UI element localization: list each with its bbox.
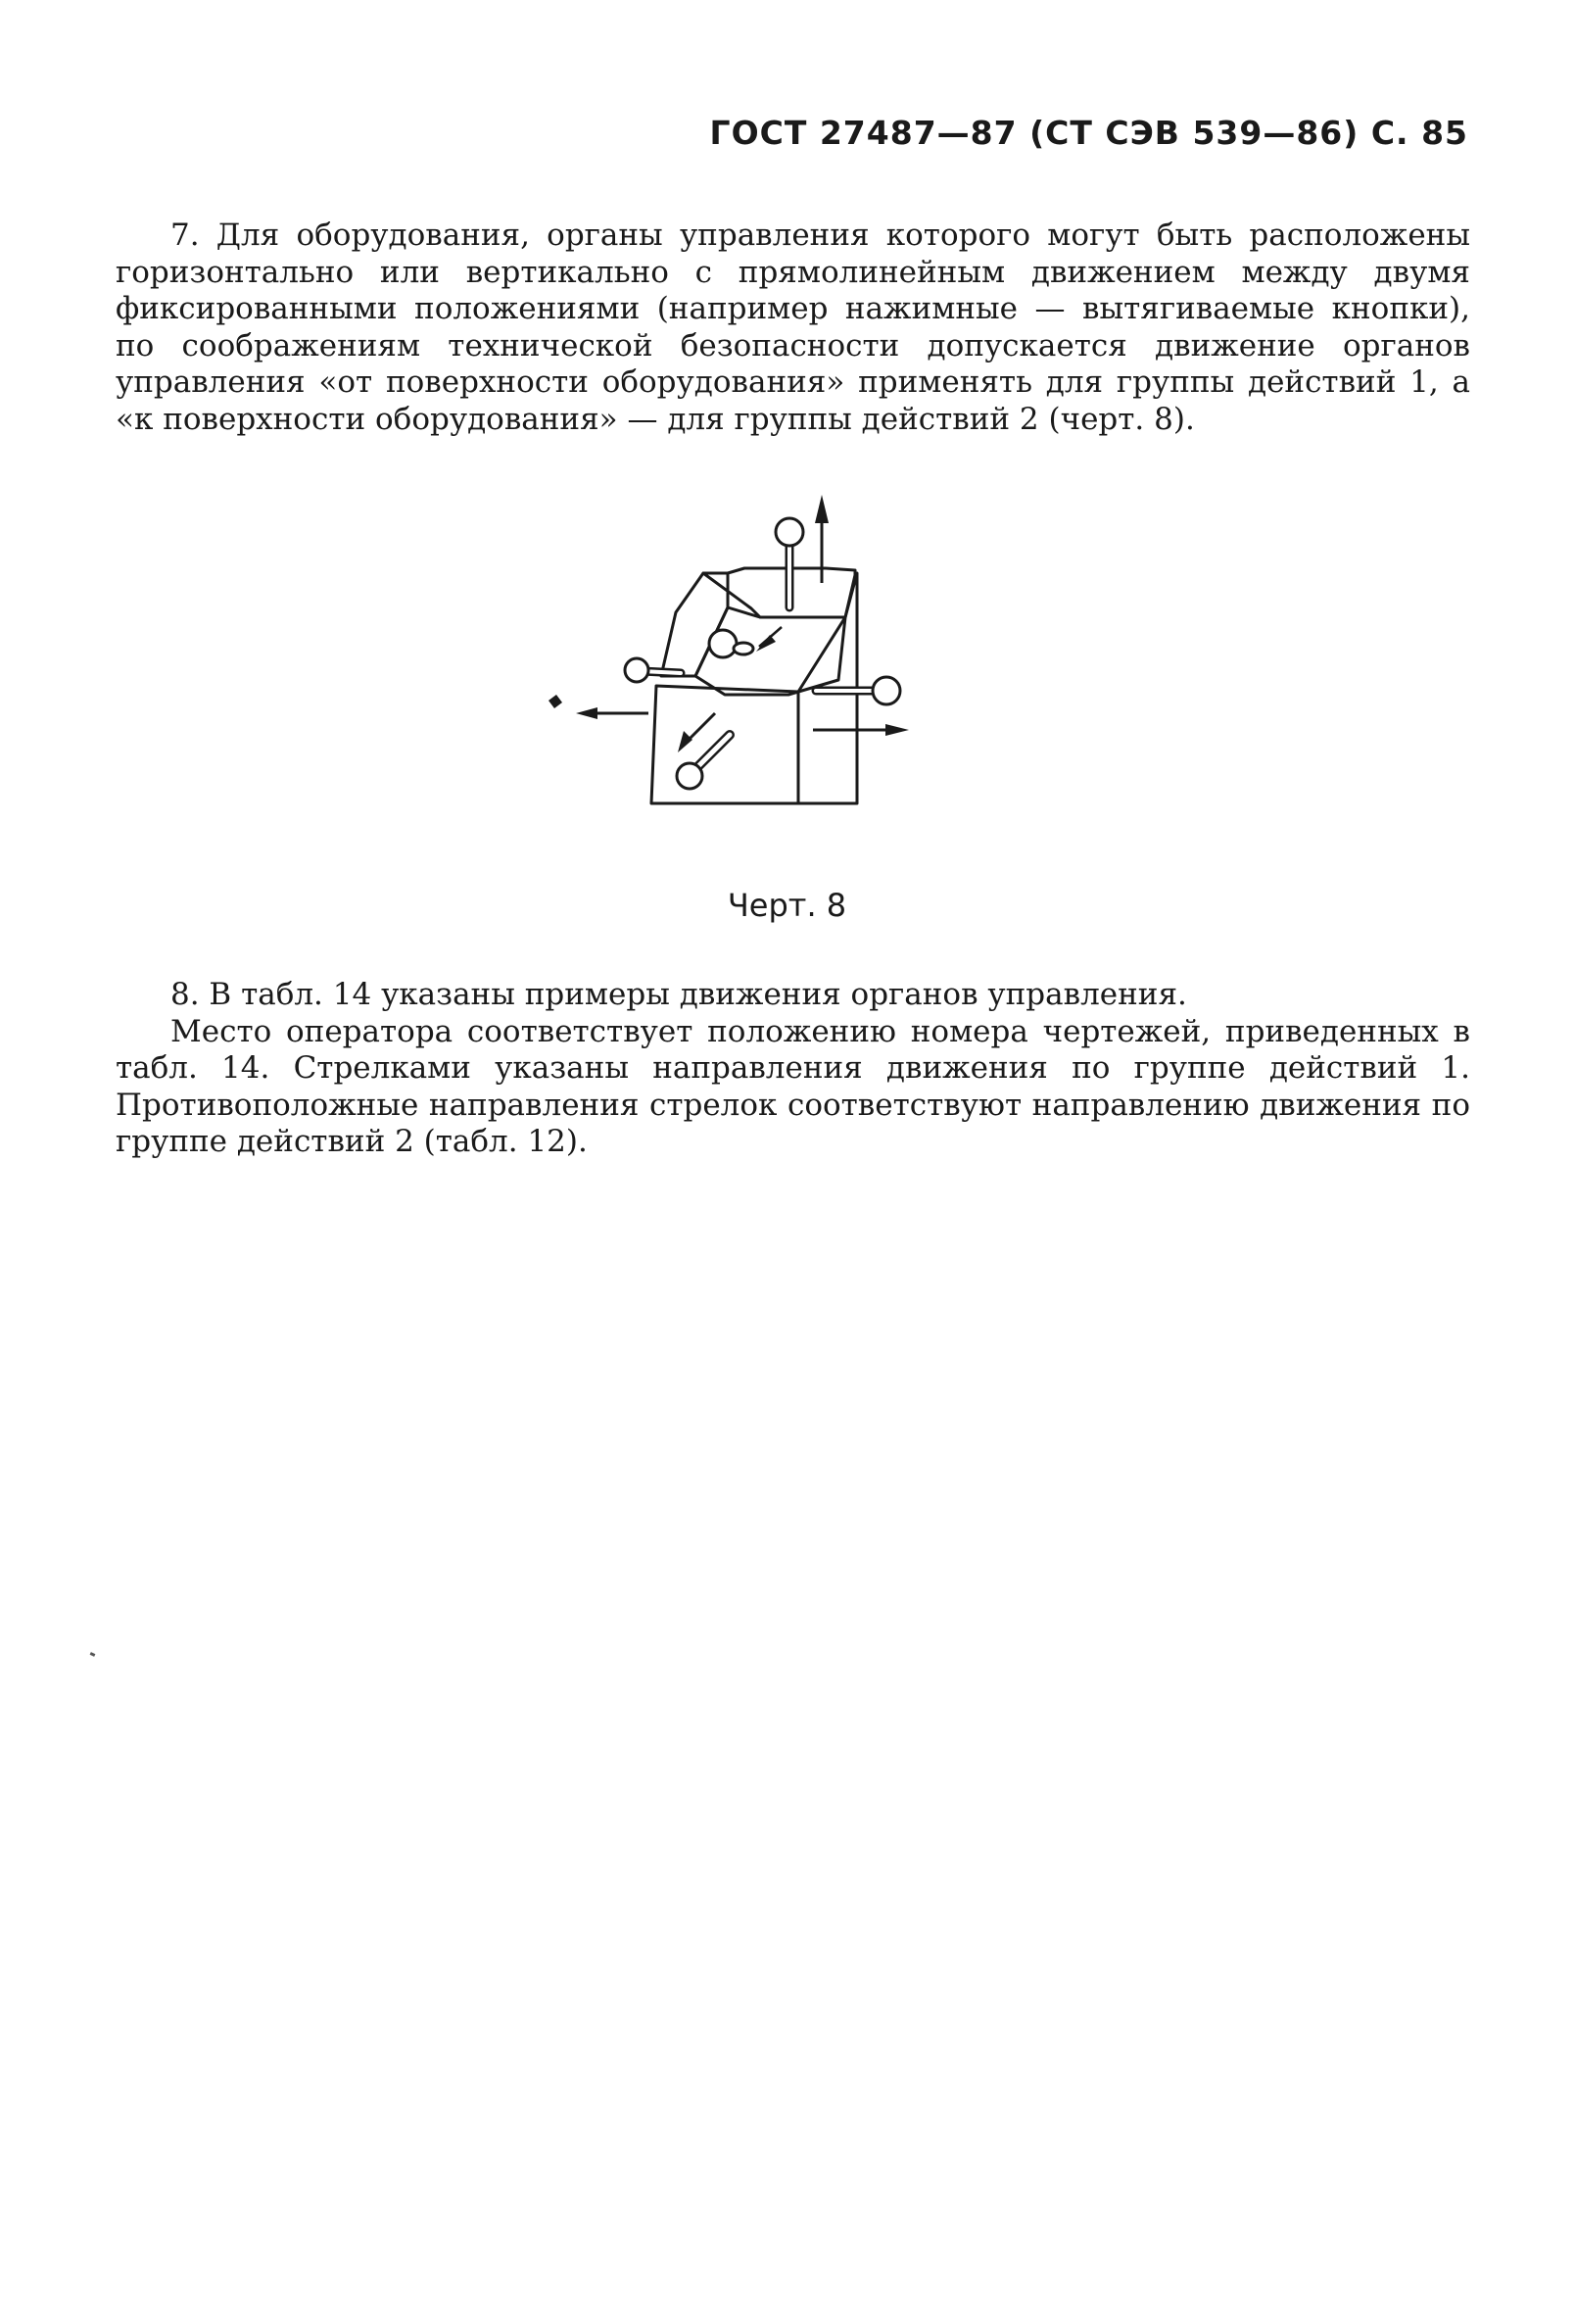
left-dot-mark — [549, 695, 562, 708]
paragraph-7 — [116, 218, 1470, 438]
page-header: ГОСТ 27487—87 (СТ СЭВ 539—86) С. 85 — [709, 114, 1468, 152]
top-face-knob — [709, 630, 753, 657]
control-block-drawing — [529, 490, 921, 843]
figure-caption: Черт. 8 — [727, 887, 847, 924]
paragraph-8 — [116, 977, 1470, 1161]
paragraph-8-line-2: Место оператора соответствует положению номера чертежей, приведенных в табл. 14. Стрелками указаны направления движения по группе действий 1. Противоположные направления стрелок соответствуют направлению движения по группе действий 2 (табл. 12). — [116, 1013, 1470, 1159]
cube-left-face — [661, 573, 728, 676]
left-arrow — [576, 707, 648, 719]
diagonal-arrow-front — [678, 713, 715, 752]
left-handle — [625, 658, 681, 682]
diagonal-arrow-top — [756, 627, 782, 652]
right-arrow — [813, 724, 909, 736]
figure-8 — [529, 490, 921, 843]
stray-mark — [90, 1652, 96, 1657]
paragraph-7-text: 7. Для оборудования, органы управления которого могут быть расположены горизонтально или вертикально с прямолинейным движением между двумя фиксированными положениями (например нажимные — вытягиваемые кнопки), по соображениям технической безопасности допускается движение органов управления «от поверхности оборудования» применять для группы действий 1, а «к поверхности оборудования» — для группы действий 2 (черт. 8). — [116, 218, 1470, 437]
top-handle — [776, 518, 803, 607]
paragraph-8-line-1: 8. В табл. 14 указаны примеры движения органов управления. — [170, 977, 1187, 1012]
